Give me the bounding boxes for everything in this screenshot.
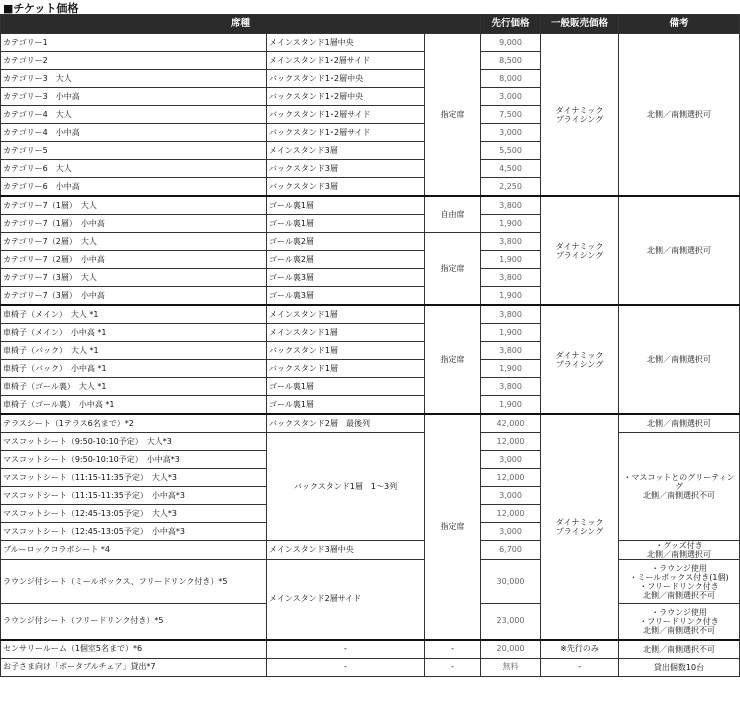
- row-price: 12,000: [481, 469, 541, 487]
- remarks: 貸出個数10台: [619, 658, 740, 676]
- row-price: 42,000: [481, 414, 541, 433]
- row-name: カテゴリー7（3層） 小中高: [1, 287, 267, 306]
- seat-type: -: [425, 640, 481, 659]
- header-seat: 席種: [1, 15, 481, 34]
- row-area: -: [267, 640, 425, 659]
- row-name: カテゴリー1: [1, 34, 267, 52]
- row-name: マスコットシート（11:15-11:35予定） 大人*3: [1, 469, 267, 487]
- row-area: ゴール裏1層: [267, 196, 425, 215]
- seat-type: 自由席: [425, 196, 481, 233]
- row-area: バックスタンド1層: [267, 360, 425, 378]
- row-price: 3,000: [481, 451, 541, 469]
- row-price: 3,800: [481, 269, 541, 287]
- row-price: 3,800: [481, 233, 541, 251]
- row-price: 8,500: [481, 52, 541, 70]
- row-area: メインスタンド3層中央: [267, 541, 425, 560]
- row-name: 車椅子（バック） 小中高 *1: [1, 360, 267, 378]
- remarks: 北側／南側選択可: [619, 34, 740, 197]
- row-name: マスコットシート（9:50-10:10予定） 大人*3: [1, 433, 267, 451]
- row-price: 1,900: [481, 251, 541, 269]
- general-price: ダイナミック プライシング: [541, 305, 619, 414]
- header-presale: 先行価格: [481, 15, 541, 34]
- row-name: カテゴリー4 小中高: [1, 124, 267, 142]
- row-area: ゴール裏3層: [267, 287, 425, 306]
- row-price: 3,000: [481, 124, 541, 142]
- row-price: 2,250: [481, 178, 541, 197]
- row-area: ゴール裏3層: [267, 269, 425, 287]
- row-price: 4,500: [481, 160, 541, 178]
- row-price: 1,900: [481, 360, 541, 378]
- row-price: 30,000: [481, 560, 541, 604]
- seat-type: -: [425, 658, 481, 676]
- general-price: ダイナミック プライシング: [541, 414, 619, 640]
- row-area: ゴール裏1層: [267, 378, 425, 396]
- row-name: カテゴリー7（2層） 小中高: [1, 251, 267, 269]
- row-name: カテゴリー2: [1, 52, 267, 70]
- row-area: ゴール裏2層: [267, 233, 425, 251]
- row-name: テラスシート（1テラス6名まで）*2: [1, 414, 267, 433]
- row-area: メインスタンド1層: [267, 305, 425, 324]
- section-title: ■チケット価格: [3, 2, 79, 15]
- row-area: バックスタンド1･2層サイド: [267, 106, 425, 124]
- seat-type: 指定席: [425, 305, 481, 414]
- row-name: 車椅子（バック） 大人 *1: [1, 342, 267, 360]
- row-name: カテゴリー3 小中高: [1, 88, 267, 106]
- header-general: 一般販売価格: [541, 15, 619, 34]
- row-name: マスコットシート（9:50-10:10予定） 小中高*3: [1, 451, 267, 469]
- row-price: 3,800: [481, 305, 541, 324]
- remarks: 北側／南側選択不可: [619, 640, 740, 659]
- row-price: 無料: [481, 658, 541, 676]
- general-price: ※先行のみ: [541, 640, 619, 659]
- row-name: カテゴリー7（1層） 小中高: [1, 215, 267, 233]
- row-area: バックスタンド1層: [267, 342, 425, 360]
- remarks: ・グッズ付き 北側／南側選択可: [619, 541, 740, 560]
- row-name: 車椅子（ゴール裏） 大人 *1: [1, 378, 267, 396]
- general-price: -: [541, 658, 619, 676]
- row-price: 1,900: [481, 287, 541, 306]
- row-area: バックスタンド1･2層サイド: [267, 124, 425, 142]
- row-name: カテゴリー4 大人: [1, 106, 267, 124]
- row-name: 車椅子（メイン） 小中高 *1: [1, 324, 267, 342]
- row-name: マスコットシート（11:15-11:35予定） 小中高*3: [1, 487, 267, 505]
- row-price: 6,700: [481, 541, 541, 560]
- row-name: マスコットシート（12:45-13:05予定） 小中高*3: [1, 523, 267, 541]
- general-price: ダイナミック プライシング: [541, 34, 619, 197]
- seat-type: 指定席: [425, 34, 481, 197]
- row-area: メインスタンド1層: [267, 324, 425, 342]
- remarks: ・マスコットとのグリーティング 北側／南側選択不可: [619, 433, 740, 541]
- ticket-price-table: [0, 14, 740, 677]
- row-name: お子さま向け「ポータブルチェア」貸出*7: [1, 658, 267, 676]
- remarks: 北側／南側選択可: [619, 414, 740, 433]
- row-price: 23,000: [481, 604, 541, 640]
- row-price: 3,000: [481, 523, 541, 541]
- row-area: メインスタンド1･2層サイド: [267, 52, 425, 70]
- row-area: バックスタンド3層: [267, 178, 425, 197]
- row-price: 3,800: [481, 196, 541, 215]
- row-area: メインスタンド2層サイド: [267, 560, 425, 640]
- row-name: マスコットシート（12:45-13:05予定） 大人*3: [1, 505, 267, 523]
- row-price: 20,000: [481, 640, 541, 659]
- row-name: ラウンジ付シート（ミールボックス、フリードリンク付き）*5: [1, 560, 267, 604]
- row-name: カテゴリー3 大人: [1, 70, 267, 88]
- row-name: 車椅子（メイン） 大人 *1: [1, 305, 267, 324]
- row-area: ゴール裏1層: [267, 396, 425, 415]
- row-price: 3,000: [481, 487, 541, 505]
- remarks: 北側／南側選択可: [619, 305, 740, 414]
- row-price: 3,000: [481, 88, 541, 106]
- row-name: カテゴリー5: [1, 142, 267, 160]
- row-price: 7,500: [481, 106, 541, 124]
- row-area: -: [267, 658, 425, 676]
- row-name: センサリールーム（1個室5名まで）*6: [1, 640, 267, 659]
- row-area: ゴール裏2層: [267, 251, 425, 269]
- row-name: ラウンジ付シート（フリードリンク付き）*5: [1, 604, 267, 640]
- row-area: バックスタンド3層: [267, 160, 425, 178]
- row-price: 12,000: [481, 433, 541, 451]
- general-price: ダイナミック プライシング: [541, 196, 619, 305]
- row-name: カテゴリー6 大人: [1, 160, 267, 178]
- row-area: バックスタンド1･2層中央: [267, 70, 425, 88]
- row-area: ゴール裏1層: [267, 215, 425, 233]
- row-price: 5,500: [481, 142, 541, 160]
- seat-type: 指定席: [425, 414, 481, 640]
- row-name: ブルーロックコラボシート *4: [1, 541, 267, 560]
- row-price: 1,900: [481, 324, 541, 342]
- row-area: バックスタンド1層 1～3列: [267, 433, 425, 541]
- row-name: カテゴリー7（3層） 大人: [1, 269, 267, 287]
- row-price: 1,900: [481, 215, 541, 233]
- row-name: カテゴリー6 小中高: [1, 178, 267, 197]
- row-price: 9,000: [481, 34, 541, 52]
- row-price: 1,900: [481, 396, 541, 415]
- row-name: カテゴリー7（1層） 大人: [1, 196, 267, 215]
- row-area: バックスタンド2層 最後列: [267, 414, 425, 433]
- row-price: 8,000: [481, 70, 541, 88]
- header-remarks: 備考: [619, 15, 740, 34]
- row-price: 3,800: [481, 342, 541, 360]
- seat-type: 指定席: [425, 233, 481, 306]
- row-area: メインスタンド1層中央: [267, 34, 425, 52]
- row-price: 3,800: [481, 378, 541, 396]
- remarks: 北側／南側選択可: [619, 196, 740, 305]
- row-price: 12,000: [481, 505, 541, 523]
- remarks: ・ラウンジ使用 ・ミールボックス付き(1個) ・フリードリンク付き 北側／南側選択不可: [619, 560, 740, 604]
- row-name: 車椅子（ゴール裏） 小中高 *1: [1, 396, 267, 415]
- row-area: メインスタンド3層: [267, 142, 425, 160]
- row-area: バックスタンド1･2層中央: [267, 88, 425, 106]
- row-name: カテゴリー7（2層） 大人: [1, 233, 267, 251]
- remarks: ・ラウンジ使用 ・フリードリンク付き 北側／南側選択不可: [619, 604, 740, 640]
